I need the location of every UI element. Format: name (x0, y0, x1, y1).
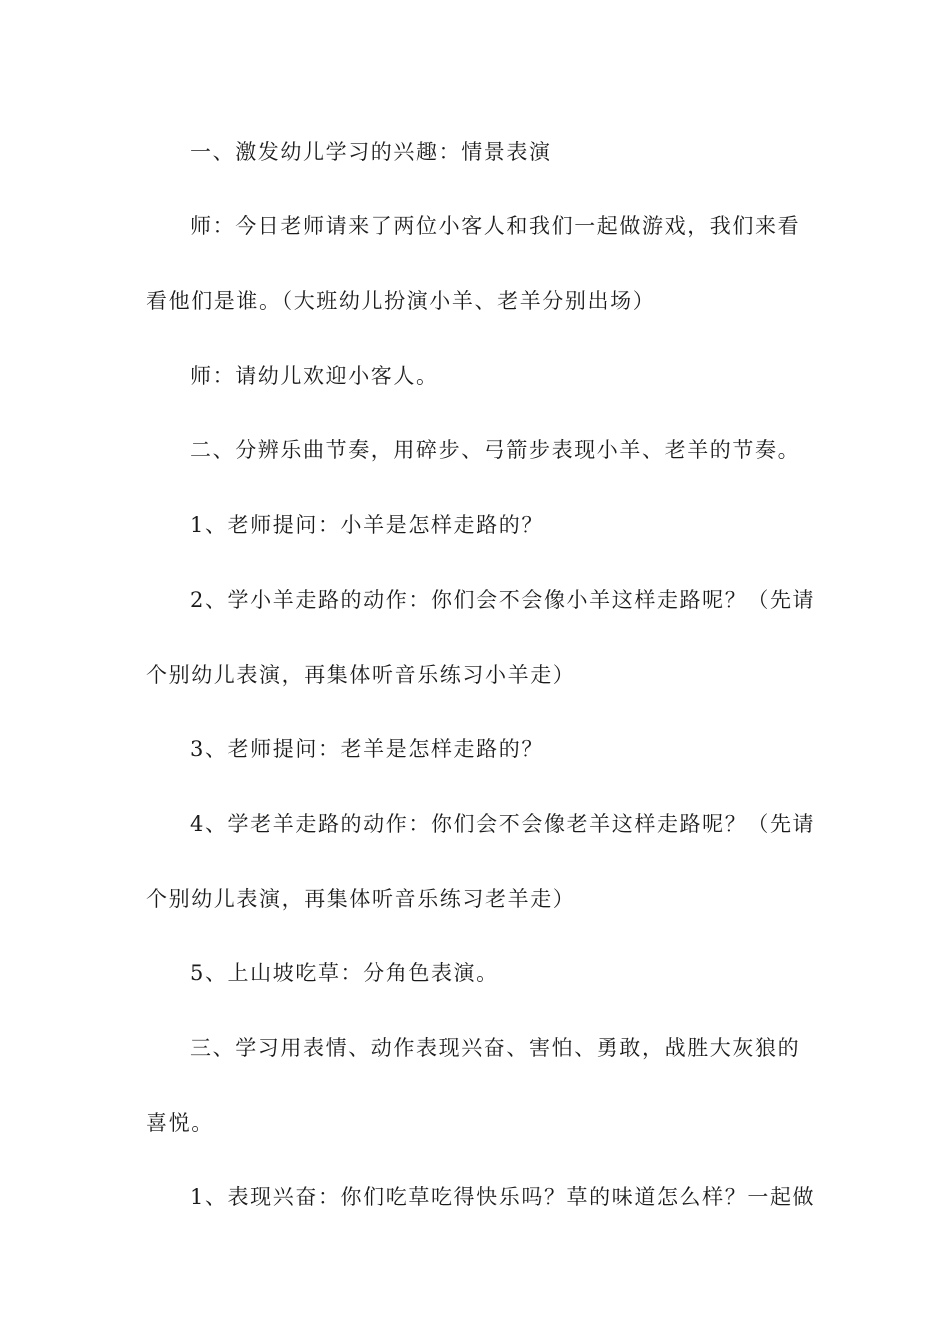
list-item: 4、学老羊走路的动作：你们会不会像老羊这样走路呢？（先请 (190, 812, 816, 836)
section-heading-1: 一、激发幼儿学习的兴趣：情景表演 (190, 140, 552, 164)
section-heading-2: 二、分辨乐曲节奏，用碎步、弓箭步表现小羊、老羊的节奏。 (190, 438, 801, 462)
list-item: 3、老师提问：老羊是怎样走路的？ (190, 737, 544, 761)
paragraph-line: 个别幼儿表演，再集体听音乐练习老羊走） (146, 887, 576, 911)
list-item: 2、学小羊走路的动作：你们会不会像小羊这样走路呢？（先请 (190, 588, 816, 612)
list-item: 1、老师提问：小羊是怎样走路的？ (190, 513, 544, 537)
list-item: 5、上山坡吃草：分角色表演。 (190, 961, 499, 985)
paragraph-line: 师：请幼儿欢迎小客人。 (190, 364, 439, 388)
section-heading-3: 三、学习用表情、动作表现兴奋、害怕、勇敢，战胜大灰狼的 (190, 1036, 801, 1060)
paragraph-line: 师：今日老师请来了两位小客人和我们一起做游戏，我们来看 (190, 214, 801, 238)
paragraph-line: 个别幼儿表演，再集体听音乐练习小羊走） (146, 663, 576, 687)
paragraph-line: 看他们是谁。（大班幼儿扮演小羊、老羊分别出场） (146, 289, 656, 313)
paragraph-line: 喜悦。 (146, 1111, 214, 1135)
list-item: 1、表现兴奋：你们吃草吃得快乐吗？草的味道怎么样？一起做 (190, 1185, 816, 1209)
